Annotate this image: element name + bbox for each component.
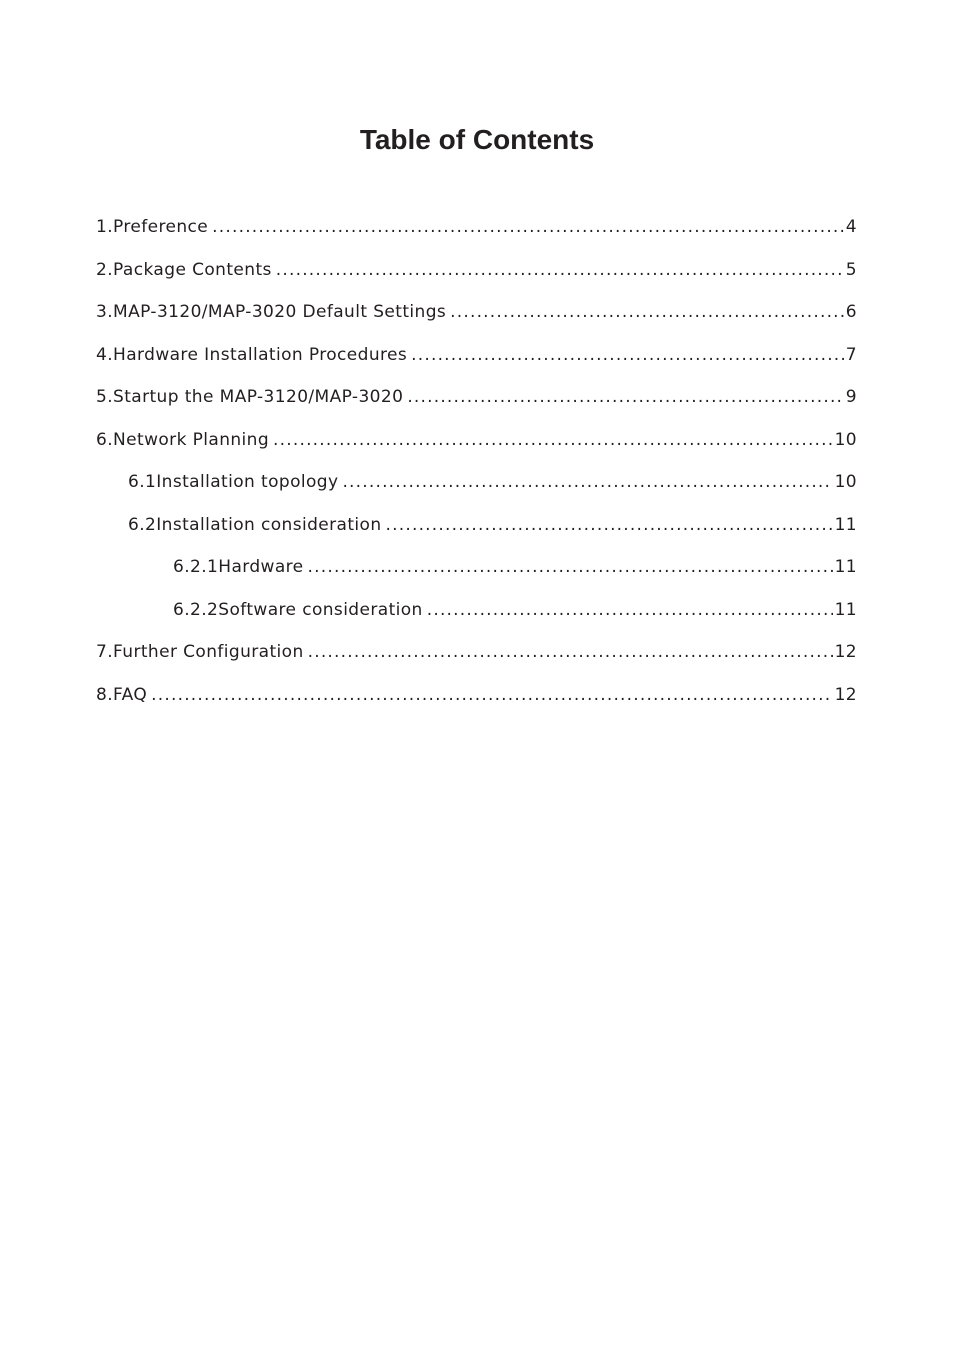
toc-entry-hardware[interactable] bbox=[0, 546, 954, 589]
toc-entry-number: 6.2 bbox=[128, 514, 157, 535]
toc-entry-label: Package Contents bbox=[113, 259, 272, 280]
toc-entry-page: 12 bbox=[834, 684, 857, 705]
toc-entry-number: 6.2.1 bbox=[173, 557, 219, 578]
toc-entry-number: 5. bbox=[96, 387, 114, 408]
toc-entry-number: 6. bbox=[96, 429, 114, 450]
toc-entry-page: 11 bbox=[834, 599, 857, 620]
toc-entry-preference[interactable] bbox=[0, 206, 954, 249]
toc-entry-page: 10 bbox=[834, 472, 857, 493]
page-title: Table of Contents bbox=[359, 124, 595, 155]
dot-leader bbox=[411, 345, 844, 365]
toc-entry-number: 6.2.2 bbox=[173, 599, 219, 620]
toc-entry-number: 6.1 bbox=[128, 472, 157, 493]
toc-entry-further-configuration[interactable] bbox=[0, 631, 954, 674]
dot-leader bbox=[386, 515, 833, 535]
toc-entry-label: Startup the MAP-3120/MAP-3020 bbox=[113, 387, 404, 408]
toc-entry-page: 11 bbox=[834, 514, 857, 535]
dot-leader bbox=[273, 430, 833, 450]
dot-leader bbox=[342, 472, 832, 492]
toc-entry-label: Software consideration bbox=[218, 599, 423, 620]
toc-entry-label: Hardware bbox=[218, 557, 304, 578]
toc-entry-label: Hardware Installation Procedures bbox=[113, 344, 408, 365]
toc-list bbox=[0, 206, 954, 716]
toc-entry-page: 4 bbox=[845, 217, 857, 238]
toc-entry-installation-topology[interactable] bbox=[0, 461, 954, 504]
toc-entry-hardware-installation[interactable] bbox=[0, 334, 954, 377]
dot-leader bbox=[308, 642, 833, 662]
dot-leader bbox=[308, 557, 833, 577]
toc-entry-package-contents[interactable] bbox=[0, 249, 954, 292]
toc-entry-label: MAP-3120/MAP-3020 Default Settings bbox=[113, 302, 447, 323]
toc-entry-number: 1. bbox=[96, 217, 114, 238]
toc-entry-label: FAQ bbox=[113, 684, 148, 705]
toc-entry-number: 8. bbox=[96, 684, 114, 705]
toc-entry-label: Further Configuration bbox=[113, 642, 304, 663]
toc-entry-page: 10 bbox=[834, 429, 857, 450]
dot-leader bbox=[407, 387, 843, 407]
dot-leader bbox=[151, 685, 832, 705]
toc-entry-page: 11 bbox=[834, 557, 857, 578]
toc-entry-default-settings[interactable] bbox=[0, 291, 954, 334]
toc-entry-installation-consideration[interactable] bbox=[0, 504, 954, 547]
toc-entry-number: 7. bbox=[96, 642, 114, 663]
toc-entry-page: 7 bbox=[845, 344, 857, 365]
toc-entry-faq[interactable] bbox=[0, 674, 954, 717]
toc-entry-number: 2. bbox=[96, 259, 114, 280]
toc-entry-label: Network Planning bbox=[113, 429, 270, 450]
dot-leader bbox=[212, 217, 844, 237]
toc-entry-label: Installation topology bbox=[156, 472, 339, 493]
toc-entry-page: 6 bbox=[845, 302, 857, 323]
toc-entry-network-planning[interactable] bbox=[0, 419, 954, 462]
dot-leader bbox=[450, 302, 844, 322]
toc-entry-startup[interactable] bbox=[0, 376, 954, 419]
toc-entry-page: 5 bbox=[845, 259, 857, 280]
toc-entry-page: 12 bbox=[834, 642, 857, 663]
toc-entry-label: Preference bbox=[113, 217, 209, 238]
toc-entry-number: 3. bbox=[96, 302, 114, 323]
toc-entry-number: 4. bbox=[96, 344, 114, 365]
dot-leader bbox=[276, 260, 844, 280]
toc-entry-page: 9 bbox=[845, 387, 857, 408]
toc-entry-software-consideration[interactable] bbox=[0, 589, 954, 632]
toc-entry-label: Installation consideration bbox=[156, 514, 382, 535]
dot-leader bbox=[427, 600, 833, 620]
